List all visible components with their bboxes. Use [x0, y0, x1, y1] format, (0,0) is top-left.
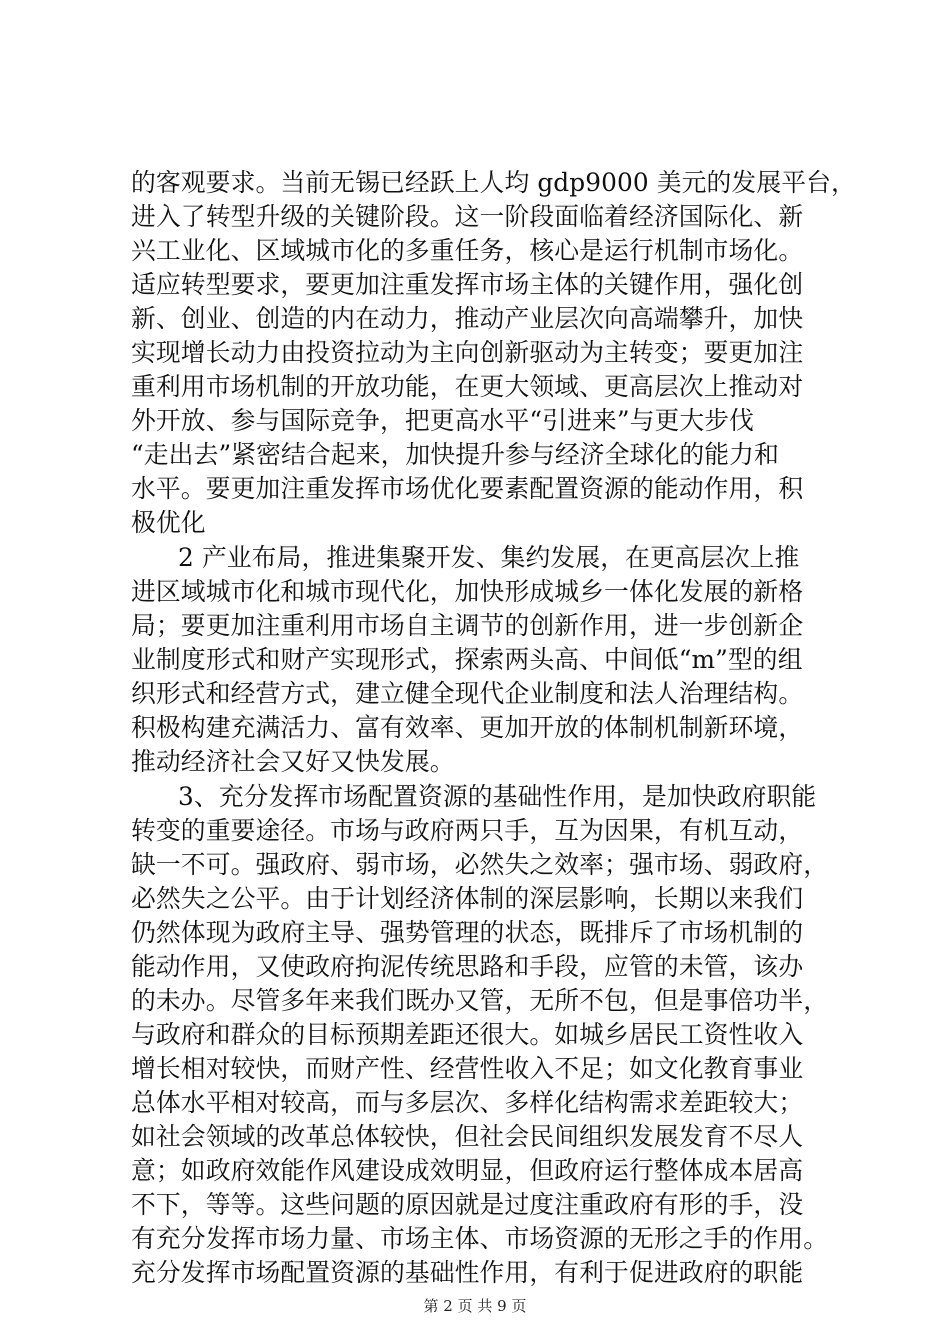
text-line: 意；如政府效能作风建设成效明显，但政府运行整体成本居高: [131, 1156, 804, 1185]
text-line: 推动经济社会又好又快发展。: [131, 747, 455, 776]
text-line: 进入了转型升级的关键阶段。这一阶段面临着经济国际化、新: [131, 202, 804, 231]
text-line: 兴工业化、区域城市化的多重任务，核心是运行机制市场化。: [131, 236, 804, 265]
text-line: 能动作用，又使政府拘泥传统思路和手段，应管的未管，该办: [131, 952, 804, 981]
text-line: 有充分发挥市场力量、市场主体、市场资源的无形之手的作用。: [131, 1224, 829, 1253]
text-line: 的未办。尽管多年来我们既办又管，无所不包，但是事倍功半，: [131, 986, 829, 1015]
text-line: 充分发挥市场配置资源的基础性作用，有利于促进政府的职能: [131, 1258, 804, 1287]
text-line: 水平。要更加注重发挥市场优化要素配置资源的能动作用，积: [131, 474, 804, 503]
text-line: 实现增长动力由投资拉动为主向创新驱动为主转变；要更加注: [131, 338, 804, 367]
text-line: 积极构建充满活力、富有效率、更加开放的体制机制新环境，: [131, 713, 804, 742]
page-number-footer: 第 2 页 共 9 页: [423, 1297, 527, 1315]
text-line: 如社会领域的改革总体较快，但社会民间组织发展发育不尽人: [131, 1122, 804, 1151]
text-line: 极优化: [131, 508, 206, 537]
text-line: 的客观要求。当前无锡已经跃上人均 gdp9000 美元的发展平台，: [131, 168, 856, 197]
text-line: 总体水平相对较高，而与多层次、多样化结构需求差距较大；: [131, 1088, 804, 1117]
text-line: 不下，等等。这些问题的原因就是过度注重政府有形的手，没: [131, 1190, 804, 1219]
text-line: 必然失之公平。由于计划经济体制的深层影响，长期以来我们: [131, 884, 804, 913]
text-line: 仍然体现为政府主导、强势管理的状态，既排斥了市场机制的: [131, 918, 804, 947]
text-line: 织形式和经营方式，建立健全现代企业制度和法人治理结构。: [131, 679, 804, 708]
text-line: 外开放、参与国际竞争，把更高水平“引进来”与更大步伐: [131, 406, 755, 435]
text-line: “走出去”紧密结合起来，加快提升参与经济全球化的能力和: [131, 440, 779, 469]
paragraph-start-line: 2 产业布局，推进集聚开发、集约发展，在更高层次上推: [178, 543, 800, 572]
text-line: 缺一不可。强政府、弱市场，必然失之效率；强市场、弱政府，: [131, 850, 829, 879]
text-line: 重利用市场机制的开放功能，在更大领域、更高层次上推动对: [131, 372, 804, 401]
text-line: 转变的重要途径。市场与政府两只手，互为因果，有机互动，: [131, 816, 804, 845]
text-line: 业制度形式和财产实现形式，探索两头高、中间低“m”型的组: [131, 645, 803, 674]
paragraph-start-line: 3、充分发挥市场配置资源的基础性作用，是加快政府职能: [178, 782, 817, 811]
text-line: 适应转型要求，要更加注重发挥市场主体的关键作用，强化创: [131, 270, 804, 299]
text-line: 与政府和群众的目标预期差距还很大。如城乡居民工资性收入: [131, 1020, 804, 1049]
text-line: 增长相对较快，而财产性、经营性收入不足；如文化教育事业: [131, 1054, 804, 1083]
text-line: 局；要更加注重利用市场自主调节的创新作用，进一步创新企: [131, 611, 804, 640]
text-line: 新、创业、创造的内在动力，推动产业层次向高端攀升，加快: [131, 304, 804, 333]
text-line: 进区域城市化和城市现代化，加快形成城乡一体化发展的新格: [131, 577, 804, 606]
